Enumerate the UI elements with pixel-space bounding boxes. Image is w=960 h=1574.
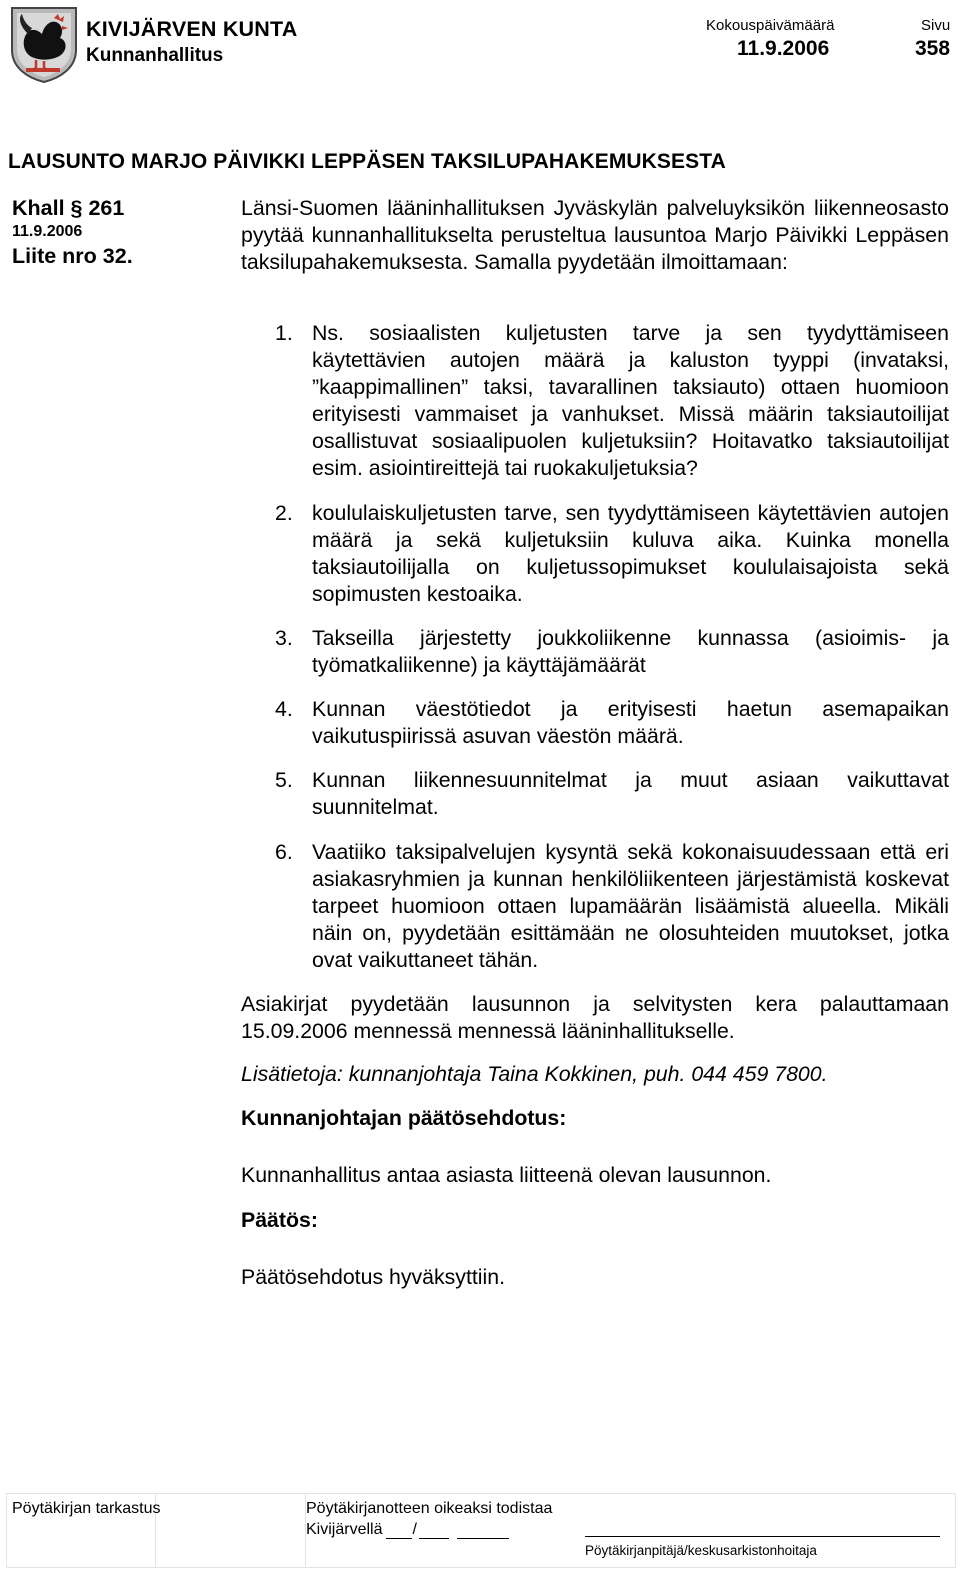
- organization-unit: Kunnanhallitus: [86, 45, 224, 66]
- list-item: [241, 767, 949, 821]
- decision-heading: Päätös:: [241, 1208, 318, 1232]
- signer-title: Pöytäkirjanpitäjä/keskusarkistonhoitaja: [585, 1543, 817, 1558]
- document-title: LAUSUNTO MARJO PÄIVIKKI LEPPÄSEN TAKSILUPAHAKEMUKSESTA: [8, 150, 726, 173]
- request-paragraph: Asiakirjat pyydetään lausunnon ja selvitysten kera palauttamaan 15.09.2006 mennessä mennessä lääninhallitukselle.: [241, 992, 949, 1044]
- list-item-number: 6.: [275, 839, 293, 864]
- intro-paragraph: Länsi-Suomen lääninhallituksen Jyväskylän palveluyksikön liikenneosasto pyytää kunnanhallitukselta perusteltua lausuntoa Marjo Päivikki Leppäsen taksilupahakemuksesta. Samalla pyydetään ilmoittamaan:: [241, 196, 949, 275]
- list-item: [241, 839, 949, 974]
- contact-info: Lisätietoja: kunnanjohtaja Taina Kokkinen, puh. 044 459 7800.: [241, 1062, 828, 1086]
- list-item-text: Kunnan liikennesuunnitelmat ja muut asiaan vaikuttavat suunnitelmat.: [312, 768, 949, 820]
- list-item-number: 2.: [275, 500, 293, 525]
- date-separator: /: [412, 1521, 417, 1538]
- list-item-text: Vaatiiko taksipalvelujen kysyntä sekä kokonaisuudessaan että eri asiakasryhmien ja kunnan henkilöliikenteen järjestämistä koskevat tarpeet huomioon ottaen lupamäärän lisäämistä alueella. Mikäli näin on, pyydetään esittämään ne olosuhteiden muutokset, jotka ovat vaikuttaneet tähän.: [312, 839, 949, 972]
- page-label: Sivu: [921, 17, 951, 34]
- section-number: Khall § 261: [12, 196, 125, 220]
- place-name: Kivijärvellä: [306, 1521, 383, 1538]
- question-list: [241, 320, 949, 991]
- list-item: [241, 320, 949, 483]
- meeting-date-label: Kokouspäivämäärä: [706, 17, 835, 34]
- list-item: [241, 696, 949, 750]
- list-item-number: 4.: [275, 697, 293, 722]
- day-blank: [386, 1522, 412, 1539]
- list-item-number: 1.: [275, 321, 293, 345]
- list-item-text: Takseilla järjestetty joukkoliikenne kunnassa (asioimis- ja työmatkaliikenne) ja käyttäjämäärät: [312, 625, 949, 678]
- list-item-number: 3.: [275, 625, 293, 650]
- section-reference: [12, 195, 133, 269]
- year-blank: [457, 1522, 509, 1539]
- organization-name: KIVIJÄRVEN KUNTA: [86, 17, 298, 41]
- list-item: [241, 625, 949, 679]
- meeting-date-value: 11.9.2006: [737, 37, 830, 60]
- certification-place-date: [306, 1521, 509, 1539]
- attachment-number: Liite nro 32.: [12, 244, 133, 268]
- municipal-crest-icon: [8, 4, 80, 84]
- decision-text: Päätösehdotus hyväksyttiin.: [241, 1265, 505, 1289]
- page-number: 358: [915, 37, 951, 60]
- proposal-heading: Kunnanjohtajan päätösehdotus:: [241, 1106, 567, 1130]
- certification-label: Pöytäkirjanotteen oikeaksi todistaa: [306, 1500, 553, 1517]
- list-item-number: 5.: [275, 768, 293, 793]
- proposal-text: Kunnanhallitus antaa asiasta liitteenä olevan lausunnon.: [241, 1163, 772, 1187]
- minutes-check-label: Pöytäkirjan tarkastus: [12, 1500, 161, 1517]
- list-item-text: Kunnan väestötiedot ja erityisesti haetun asemapaikan vaikutuspiirissä asuvan väestön määrä.: [312, 697, 949, 749]
- list-item-text: koululaiskuljetusten tarve, sen tyydyttämiseen käytettävien autojen määrä ja sekä kuljetuksiin kuluva aika. Kuinka monella taksiautoilijalla on kuljetussopimukset koululaisajoista sekä sopimusten kestoaika.: [312, 500, 949, 606]
- month-blank: [419, 1522, 449, 1539]
- list-item: [241, 500, 949, 608]
- section-date: 11.9.2006: [12, 223, 83, 240]
- signature-line: [585, 1536, 940, 1537]
- list-item-text: Ns. sosiaalisten kuljetusten tarve ja sen tyydyttämiseen käytettävien autojen määrä ja kaluston tyyppi (invataksi, ”kaappimallinen” taksi, tavarallinen taksiauto) ottaen huomioon erityisesti vammaiset ja vanhukset. Missä määrin taksiautoilijat osallistuvat sosiaalipuolen kuljetuksiin? Hoitavatko taksiautoilijat esim. asiointireittejä tai ruokakuljetuksia?: [312, 321, 949, 481]
